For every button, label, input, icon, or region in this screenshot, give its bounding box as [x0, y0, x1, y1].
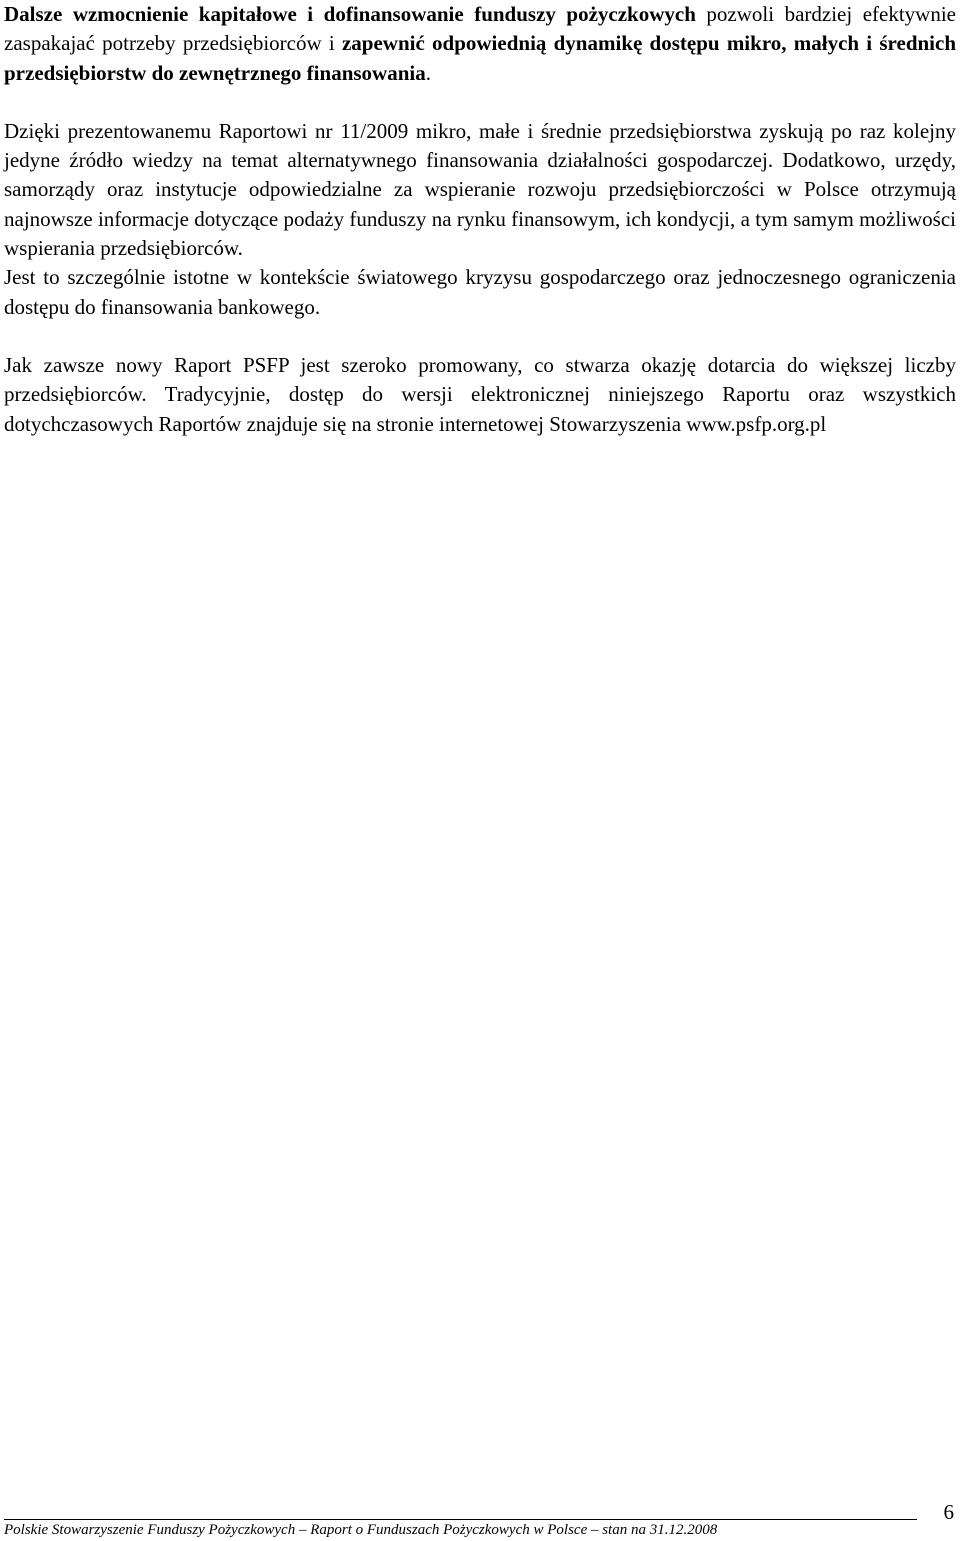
footer-divider: [4, 1519, 917, 1520]
page-footer: Polskie Stowarzyszenie Funduszy Pożyczkowych – Raport o Funduszach Pożyczkowych w Polsce – stan na 31.12.2008: [4, 1522, 718, 1538]
paragraph-text: pozwoli bardziej efektywnie zaspakajać potrzeby przedsiębiorców i: [4, 2, 956, 56]
paragraph-promotion: Jak zawsze nowy Raport PSFP jest szeroko promowany, co stwarza okazję dotarcia do większej liczby przedsiębiorców. Tradycyjnie, dostęp do wersji elektronicznej niniejszego Raportu oraz wszystkich dotychczasowych Raportów znajduje się na stronie internetowej Stowarzyszenia www.psfp.org.pl: [4, 352, 956, 436]
paragraph-crisis-context: Jest to szczególnie istotne w kontekście światowego kryzysu gospodarczego oraz jednoczesnego ograniczenia dostępu do finansowania bankowego.: [4, 265, 956, 319]
document-body: [4, 0, 956, 439]
emphasis-text: zapewnić odpowiednią dynamikę dostępu mikro, małych i średnich przedsiębiorstw do zewnętrznego finansowania: [4, 31, 957, 85]
page-number: 6: [943, 1500, 954, 1524]
paragraph-capital-strengthening: [4, 0, 956, 88]
paragraph-text: .: [425, 60, 431, 85]
emphasis-text: Dalsze wzmocnienie kapitałowe i dofinansowanie funduszy pożyczkowych: [4, 2, 696, 26]
paragraph-report-benefits: Dzięki prezentowanemu Raportowi nr 11/2009 mikro, małe i średnie przedsiębiorstwa zyskują po raz kolejny jedyne źródło wiedzy na temat alternatywnego finansowania działalności gospodarczej. Dodatkowo, urzędy, samorządy oraz instytucje odpowiedzialne za wspieranie rozwoju przedsiębiorczości w Polsce otrzymują najnowsze informacje dotyczące podaży funduszy na rynku finansowym, ich kondycji, a tym samym możliwości wspierania przedsiębiorców.: [4, 118, 956, 261]
